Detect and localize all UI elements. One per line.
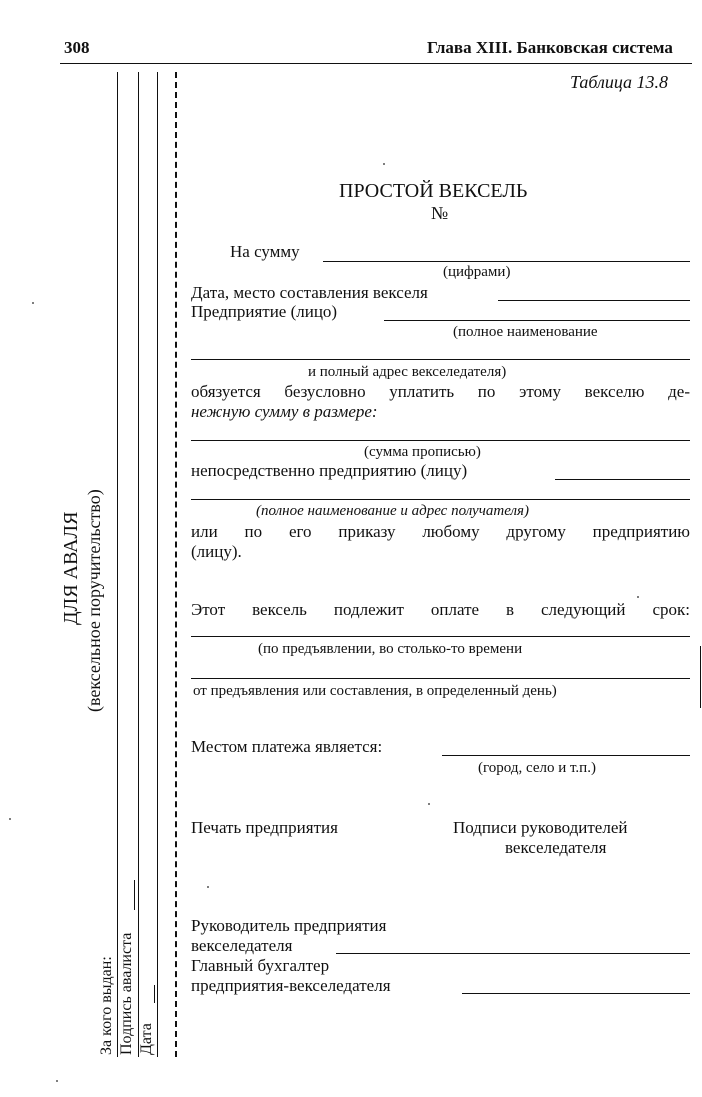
amount-field [323,261,690,262]
head-signature-field [336,953,690,954]
aval-field-line-3 [154,985,155,1003]
payment-place-label: Местом платежа является: [191,737,383,756]
scan-speck [32,302,34,304]
recipient-field-2 [191,499,690,500]
aval-field-signature: Подпись авалиста [118,932,135,1055]
enterprise-field [384,320,690,321]
sum-words-caption: (сумма прописью) [364,444,481,460]
document-title: ПРОСТОЙ ВЕКСЕЛЬ [339,180,528,202]
scan-speck [56,1080,58,1082]
enterprise-caption-2: и полный адрес векселедателя) [308,364,507,380]
head-label-1: Руководитель предприятия [191,916,387,935]
header-rule [60,63,692,64]
side-border-line-2 [138,72,139,1057]
direct-recipient-label: непосредственно предприятию (лицу) [191,461,468,480]
document-number: № [431,203,449,223]
obligation-line-1: обязуется безусловно уплатить по этому векселю де- [191,382,690,401]
order-line-2: (лицу). [191,542,242,561]
recipient-caption: (полное наименование и адрес получателя) [256,503,529,519]
aval-title: ДЛЯ АВАЛЯ [60,511,82,625]
scan-speck [428,803,430,805]
aval-subtitle: (вексельное поручительство) [84,489,104,712]
side-border-line-3 [157,72,158,1057]
term-field-1 [191,636,690,637]
payment-place-field [442,755,690,756]
accountant-label-2: предприятия-векселедателя [191,976,391,995]
accountant-label-1: Главный бухгалтер [191,956,330,975]
signatures-label-1: Подписи руководителей [453,818,628,837]
sum-words-field [191,440,690,441]
scan-edge-mark [700,646,701,708]
amount-caption: (цифрами) [443,264,511,280]
enterprise-field-2 [191,359,690,360]
enterprise-label: Предприятие (лицо) [191,302,338,321]
aval-field-line-2 [134,880,135,910]
amount-label: На сумму [230,242,300,261]
scan-speck [637,596,639,598]
aval-field-date: Дата [138,1023,155,1055]
scan-speck [383,163,385,165]
scan-speck [9,818,11,820]
term-caption-2: от предъявления или составления, в определенный день) [193,683,557,699]
side-border-line-1 [117,72,118,1057]
date-place-label: Дата, место составления векселя [191,283,428,302]
payment-place-caption: (город, село и т.п.) [478,760,596,776]
accountant-signature-field [462,993,690,994]
table-label: Таблица 13.8 [570,72,669,92]
order-line-1: или по его приказу любому другому предприятию [191,522,690,541]
seal-label: Печать предприятия [191,818,338,837]
scan-speck [207,886,209,888]
date-place-field [498,300,690,301]
page-number: 308 [64,38,90,57]
term-field-2 [191,678,690,679]
cut-line [175,72,177,1057]
term-line: Этот вексель подлежит оплате в следующий срок: [191,600,690,619]
direct-recipient-field [555,479,690,480]
aval-field-issued-for: За кого выдан: [98,956,115,1055]
chapter-title: Глава XIII. Банковская система [427,38,673,57]
head-label-2: векселедателя [191,936,293,955]
enterprise-caption-1: (полное наименование [453,324,598,340]
term-caption-1: (по предъявлении, во столько-то времени [258,641,523,657]
obligation-line-2: нежную сумму в размере: [191,402,378,421]
signatures-label-2: векселедателя [505,838,607,857]
